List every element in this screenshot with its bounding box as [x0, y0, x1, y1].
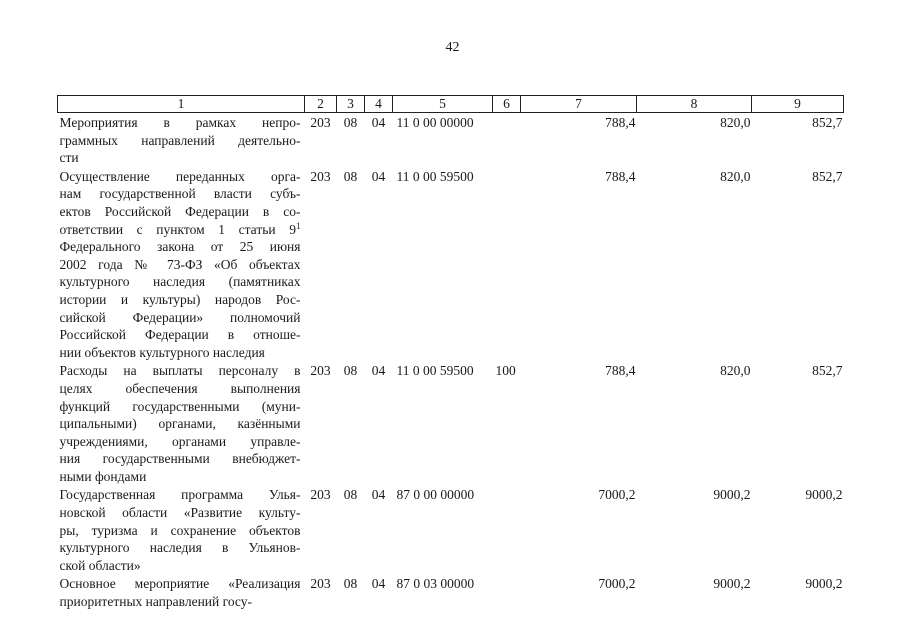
cell-pr: 04 — [371, 487, 386, 503]
row-name-line — [60, 344, 301, 362]
cell-vr — [493, 574, 521, 610]
table-row — [58, 574, 844, 610]
cell-value-8: 820,0 — [720, 363, 751, 379]
cell-gr: 203 — [310, 576, 331, 592]
cell-vr — [493, 167, 521, 362]
header-col-5: 5 — [393, 96, 493, 113]
row-name-text: учреждениями, органами управле- — [59, 433, 301, 449]
row-name-text: нии объектов культурного наследия — [59, 344, 265, 360]
cell-value-7: 788,4 — [605, 115, 636, 130]
cell-gr: 203 — [310, 115, 331, 130]
row-name — [58, 113, 305, 167]
page-number: 42 — [445, 40, 460, 55]
cell-value-8: 9000,2 — [713, 576, 751, 592]
row-name — [58, 485, 305, 574]
row-name-text: Государственная программа Улья- — [59, 487, 301, 503]
row-name-line — [60, 450, 301, 468]
cell-pr: 04 — [371, 168, 386, 184]
cell-vr — [493, 485, 521, 574]
row-name-line — [60, 415, 301, 433]
row-name-text: ния государственными внебюджет- — [59, 451, 301, 467]
cell-value-8: 9000,2 — [713, 487, 751, 503]
row-name-text: Российской Федерации в отноше- — [59, 327, 301, 343]
row-name-line — [60, 114, 301, 132]
row-name-line — [60, 557, 301, 575]
row-name-text: целях обеспечения выполнения — [59, 380, 301, 396]
row-name-text: ными фондами — [59, 468, 147, 484]
cell-value-7: 7000,2 — [598, 487, 636, 503]
row-name-line — [60, 273, 301, 291]
table-row — [58, 113, 844, 167]
row-name-line — [60, 326, 301, 344]
row-name-text: культурного наследия в Ульянов- — [59, 540, 301, 556]
cell-rz: 08 — [343, 115, 358, 130]
header-col-8: 8 — [637, 96, 752, 113]
row-name-text: Основное мероприятие «Реализация — [59, 576, 301, 592]
row-name-text: Расходы на выплаты персоналу в — [59, 363, 301, 379]
cell-pr: 04 — [371, 115, 386, 130]
row-name-text: функций государственными (муни- — [59, 398, 301, 414]
table-row — [58, 485, 844, 574]
cell-value-7: 788,4 — [605, 168, 636, 184]
cell-vr: 100 — [495, 363, 516, 379]
row-name-text: сти — [59, 150, 79, 166]
row-name — [58, 167, 305, 362]
cell-pr: 04 — [371, 363, 386, 379]
row-name-text: 2002 года № 73-ФЗ «Об объектах — [59, 256, 301, 272]
header-col-4: 4 — [365, 96, 393, 113]
row-name-line — [60, 380, 301, 398]
cell-value-7: 7000,2 — [598, 576, 636, 592]
row-name-text: ответствии с пунктом 1 статьи 9 — [59, 221, 296, 237]
row-name-text: ры, туризма и сохранение объектов — [59, 522, 301, 538]
row-name-text: истории и культуры) народов Рос- — [59, 291, 301, 307]
cell-value-8: 820,0 — [720, 168, 751, 184]
row-name-line — [60, 539, 301, 557]
row-name-text: ской области» — [59, 557, 141, 573]
table-row — [58, 361, 844, 485]
cell-pr: 04 — [371, 576, 386, 592]
row-name-line — [60, 468, 301, 486]
row-name-line — [60, 168, 301, 186]
header-row — [58, 96, 844, 113]
cell-gr: 203 — [310, 487, 331, 503]
cell-csr: 11 0 00 59500 — [396, 168, 474, 184]
row-name-line — [60, 398, 301, 416]
footnote-superscript: 1 — [296, 220, 301, 231]
row-name-text: ектов Российской Федерации в со- — [59, 203, 301, 219]
row-name-line — [60, 132, 301, 150]
header-col-6: 6 — [493, 96, 521, 113]
row-name-line — [60, 149, 301, 167]
header-col-9: 9 — [752, 96, 844, 113]
row-name-text: нам государственной власти субъ- — [59, 186, 301, 202]
row-name-line — [60, 575, 301, 593]
cell-vr — [493, 113, 521, 167]
row-name-text: Федерального закона от 25 июня — [59, 239, 301, 255]
cell-rz: 08 — [343, 576, 358, 592]
row-name-text: ципальными) органами, казёнными — [59, 416, 301, 432]
table-row — [58, 167, 844, 362]
row-name-line — [60, 522, 301, 540]
row-name — [58, 574, 305, 610]
row-name-text: приоритетных направлений госу- — [59, 594, 252, 610]
cell-value-8: 820,0 — [720, 115, 751, 130]
row-name-text: сийской Федерации» полномочий — [59, 309, 301, 325]
header-col-3: 3 — [337, 96, 365, 113]
cell-value-9: 852,7 — [812, 363, 843, 379]
cell-gr: 203 — [310, 168, 331, 184]
row-name-line — [60, 256, 301, 274]
row-name-line — [60, 433, 301, 451]
row-name-text: граммных направлений деятельно- — [59, 132, 301, 148]
row-name-line — [60, 291, 301, 309]
cell-csr: 87 0 03 00000 — [396, 576, 475, 592]
cell-value-7: 788,4 — [605, 363, 636, 379]
cell-csr: 11 0 00 00000 — [396, 115, 474, 130]
budget-table — [57, 95, 844, 611]
cell-value-9: 852,7 — [812, 168, 843, 184]
row-name — [58, 361, 305, 485]
row-name-line — [60, 203, 301, 221]
cell-rz: 08 — [343, 363, 358, 379]
row-name-text: Осуществление переданных орга- — [59, 168, 301, 184]
cell-value-9: 9000,2 — [805, 576, 843, 592]
header-col-1: 1 — [58, 96, 305, 113]
row-name-line — [60, 221, 301, 239]
header-col-7: 7 — [521, 96, 637, 113]
row-name-line — [60, 593, 301, 611]
row-name-line — [60, 185, 301, 203]
row-name-line — [60, 309, 301, 327]
cell-value-9: 9000,2 — [805, 487, 843, 503]
header-col-2: 2 — [305, 96, 337, 113]
cell-rz: 08 — [343, 487, 358, 503]
cell-csr: 11 0 00 59500 — [396, 363, 474, 379]
cell-rz: 08 — [343, 168, 358, 184]
row-name-line — [60, 362, 301, 380]
cell-gr: 203 — [310, 363, 331, 379]
row-name-text: новской области «Развитие культу- — [59, 505, 301, 521]
row-name-line — [60, 504, 301, 522]
cell-value-9: 852,7 — [812, 115, 843, 130]
row-name-line — [60, 486, 301, 504]
table-body — [58, 113, 844, 611]
row-name-text: культурного наследия (памятниках — [59, 274, 301, 290]
row-name-text: Мероприятия в рамках непро- — [59, 115, 301, 130]
cell-csr: 87 0 00 00000 — [396, 487, 475, 503]
row-name-line — [60, 238, 301, 256]
